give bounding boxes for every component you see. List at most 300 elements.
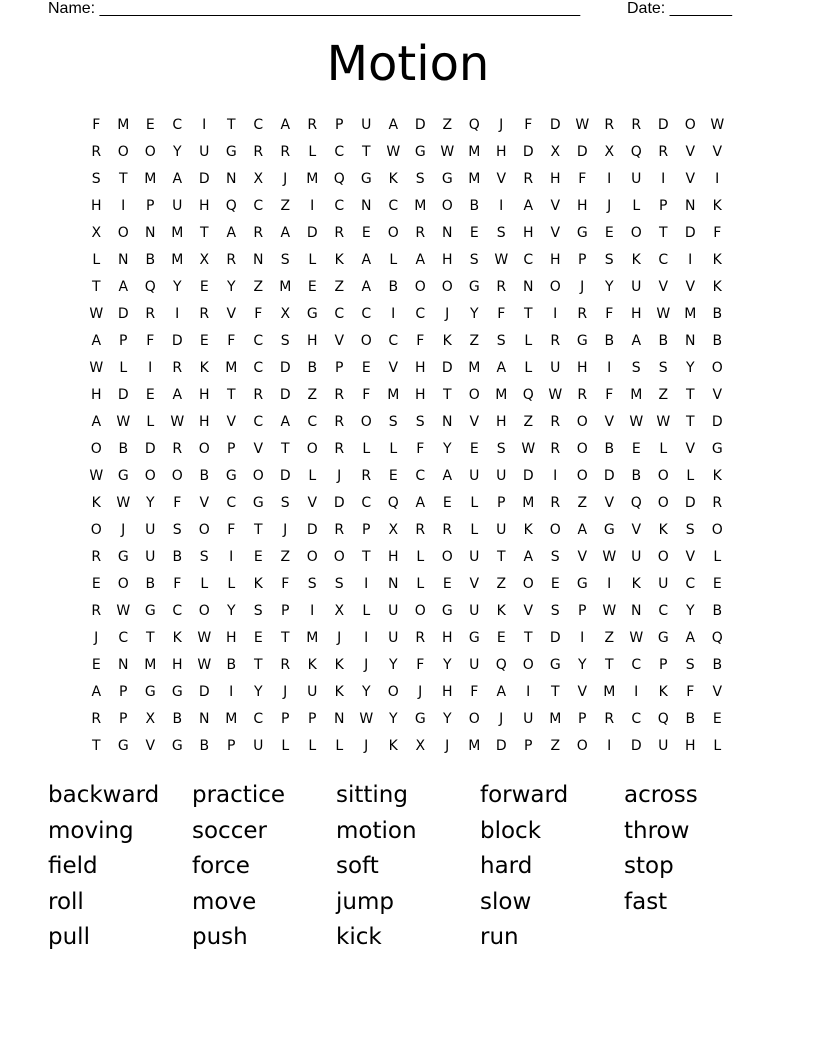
grid-letter: J [283, 683, 288, 700]
grid-letter: H [441, 683, 454, 700]
grid-letter: D [684, 224, 697, 241]
grid-letter: M [171, 224, 184, 241]
grid-letter: G [225, 467, 238, 484]
grid-letter: R [550, 332, 561, 349]
grid-letter: A [280, 116, 291, 133]
grid-letter: W [116, 602, 131, 619]
word-bank-item: jump [336, 888, 394, 915]
grid-letter: R [577, 386, 588, 403]
grid-letter: U [550, 359, 561, 376]
grid-letter: W [629, 413, 644, 430]
grid-letter: K [658, 683, 669, 700]
grid-letter: D [306, 224, 319, 241]
grid-letter: X [280, 305, 291, 322]
grid-letter: C [361, 494, 372, 511]
grid-letter: V [685, 440, 696, 457]
date-field-line: Date: _______ [627, 0, 732, 17]
grid-letter: G [468, 629, 481, 646]
grid-letter: S [469, 251, 480, 268]
grid-letter: H [495, 143, 508, 160]
grid-letter: V [469, 413, 480, 430]
grid-letter: P [281, 602, 290, 619]
grid-letter: K [442, 332, 453, 349]
word-bank-item: across [624, 782, 698, 808]
grid-letter: K [388, 170, 399, 187]
grid-letter: D [171, 332, 184, 349]
grid-letter: F [686, 683, 695, 700]
grid-letter: G [117, 467, 130, 484]
grid-letter: O [468, 386, 481, 403]
grid-letter: O [333, 548, 346, 565]
grid-letter: L [308, 467, 317, 484]
grid-letter: O [252, 467, 265, 484]
grid-letter: A [172, 386, 183, 403]
grid-letter: I [391, 305, 396, 322]
grid-letter: Q [522, 386, 535, 403]
grid-letter: O [117, 575, 130, 592]
grid-letter: M [414, 197, 427, 214]
grid-letter: R [91, 143, 102, 160]
grid-letter: O [90, 440, 103, 457]
grid-letter: M [144, 656, 157, 673]
grid-letter: K [712, 467, 723, 484]
grid-letter: P [119, 710, 128, 727]
grid-letter: X [388, 521, 399, 538]
grid-letter: I [607, 170, 612, 187]
grid-letter: O [441, 548, 454, 565]
grid-letter: H [549, 170, 562, 187]
grid-letter: F [362, 386, 371, 403]
grid-letter: W [548, 386, 563, 403]
grid-letter: H [225, 629, 238, 646]
grid-letter: C [172, 116, 183, 133]
grid-letter: W [89, 305, 104, 322]
grid-letter: V [199, 494, 210, 511]
grid-letter: E [631, 440, 642, 457]
grid-letter: A [388, 116, 399, 133]
grid-letter: C [658, 251, 669, 268]
grid-letter: D [198, 683, 211, 700]
grid-letter: V [604, 494, 615, 511]
grid-letter: S [496, 224, 507, 241]
word-bank-item: push [192, 924, 248, 950]
grid-letter: L [119, 359, 128, 376]
grid-letter: V [712, 386, 723, 403]
grid-letter: H [414, 359, 427, 376]
grid-letter: Q [468, 116, 481, 133]
grid-letter: L [227, 575, 236, 592]
grid-letter: Y [361, 683, 372, 700]
grid-letter: R [334, 224, 345, 241]
grid-letter: M [306, 170, 319, 187]
grid-letter: X [415, 737, 426, 754]
grid-letter: G [711, 440, 724, 457]
grid-letter: T [253, 521, 264, 538]
grid-letter: Y [388, 656, 399, 673]
word-bank-item: soccer [192, 817, 267, 844]
grid-letter: E [199, 278, 210, 295]
grid-letter: S [658, 359, 669, 376]
grid-letter: B [712, 602, 723, 619]
grid-letter: Y [604, 278, 615, 295]
grid-letter: L [308, 143, 317, 160]
grid-letter: F [524, 116, 533, 133]
grid-letter: N [253, 251, 264, 268]
grid-letter: T [604, 656, 615, 673]
grid-letter: D [576, 143, 589, 160]
grid-letter: Z [604, 629, 615, 646]
grid-letter: P [227, 737, 236, 754]
grid-letter: B [604, 440, 615, 457]
grid-letter: F [227, 521, 236, 538]
word-bank-item: move [192, 888, 257, 915]
grid-letter: R [658, 143, 669, 160]
grid-letter: M [387, 386, 400, 403]
grid-letter: G [171, 683, 184, 700]
grid-letter: U [469, 602, 480, 619]
grid-letter: N [523, 278, 534, 295]
grid-letter: X [91, 224, 102, 241]
grid-letter: F [416, 440, 425, 457]
grid-letter: T [685, 386, 696, 403]
grid-letter: S [496, 440, 507, 457]
grid-letter: B [145, 251, 156, 268]
grid-letter: W [575, 116, 590, 133]
grid-letter: O [144, 467, 157, 484]
grid-letter: H [684, 737, 697, 754]
grid-letter: R [577, 305, 588, 322]
grid-letter: I [229, 683, 234, 700]
grid-letter: C [388, 332, 399, 349]
grid-letter: K [712, 197, 723, 214]
grid-letter: B [712, 332, 723, 349]
grid-letter: J [337, 467, 342, 484]
grid-letter: U [388, 602, 399, 619]
grid-letter: K [496, 602, 507, 619]
grid-letter: W [89, 359, 104, 376]
grid-letter: J [445, 305, 450, 322]
grid-letter: C [307, 413, 318, 430]
grid-letter: I [661, 170, 666, 187]
grid-letter: C [631, 710, 642, 727]
grid-letter: U [469, 656, 480, 673]
grid-letter: C [253, 116, 264, 133]
grid-letter: M [468, 170, 481, 187]
word-bank-item: pull [48, 924, 90, 950]
grid-letter: D [333, 494, 346, 511]
grid-letter: Q [630, 143, 643, 160]
grid-letter: E [199, 332, 210, 349]
grid-letter: R [334, 386, 345, 403]
grid-letter: D [522, 143, 535, 160]
grid-letter: L [146, 413, 155, 430]
grid-letter: I [553, 467, 558, 484]
grid-letter: K [712, 251, 723, 268]
grid-letter: D [144, 440, 157, 457]
grid-letter: U [658, 737, 669, 754]
grid-letter: G [468, 278, 481, 295]
grid-letter: G [549, 656, 562, 673]
grid-letter: R [442, 521, 453, 538]
grid-letter: K [658, 521, 669, 538]
grid-letter: Y [469, 305, 480, 322]
grid-letter: W [656, 413, 671, 430]
grid-letter: L [416, 548, 425, 565]
grid-letter: K [712, 278, 723, 295]
grid-letter: O [711, 521, 724, 538]
grid-letter: L [524, 359, 533, 376]
grid-letter: V [604, 413, 615, 430]
grid-letter: R [550, 494, 561, 511]
grid-letter: V [631, 521, 642, 538]
grid-letter: T [145, 629, 156, 646]
grid-letter: S [307, 575, 318, 592]
grid-letter: L [92, 251, 101, 268]
grid-letter: O [657, 548, 670, 565]
grid-letter: Y [172, 278, 183, 295]
grid-letter: O [144, 143, 157, 160]
grid-letter: V [577, 548, 588, 565]
grid-letter: L [659, 440, 668, 457]
grid-letter: P [119, 683, 128, 700]
grid-letter: K [388, 737, 399, 754]
word-bank-item: soft [336, 853, 379, 879]
grid-letter: H [90, 197, 103, 214]
grid-letter: D [549, 629, 562, 646]
grid-letter: H [198, 386, 211, 403]
grid-letter: A [496, 683, 507, 700]
grid-letter: V [253, 440, 264, 457]
grid-letter: A [91, 332, 102, 349]
grid-letter: E [361, 359, 372, 376]
grid-letter: C [253, 332, 264, 349]
grid-letter: W [116, 494, 131, 511]
grid-letter: S [91, 170, 102, 187]
grid-letter: T [496, 548, 507, 565]
grid-letter: M [603, 683, 616, 700]
grid-letter: R [253, 224, 264, 241]
grid-letter: U [307, 683, 318, 700]
grid-letter: I [310, 602, 315, 619]
grid-letter: O [414, 278, 427, 295]
grid-letter: E [442, 575, 453, 592]
grid-letter: Y [685, 359, 696, 376]
grid-letter: G [441, 602, 454, 619]
grid-letter: Q [495, 656, 508, 673]
grid-letter: J [499, 116, 504, 133]
grid-letter: Z [307, 386, 318, 403]
grid-letter: F [173, 494, 182, 511]
grid-letter: R [361, 467, 372, 484]
grid-letter: Z [550, 737, 561, 754]
grid-letter: E [469, 440, 480, 457]
grid-letter: F [281, 575, 290, 592]
word-bank-item: sitting [336, 782, 408, 808]
grid-letter: N [685, 197, 696, 214]
grid-letter: K [631, 251, 642, 268]
grid-letter: I [607, 575, 612, 592]
grid-letter: A [631, 332, 642, 349]
grid-letter: O [576, 467, 589, 484]
grid-letter: D [414, 116, 427, 133]
grid-letter: C [658, 602, 669, 619]
grid-letter: J [499, 710, 504, 727]
grid-letter: D [522, 467, 535, 484]
word-bank-item: moving [48, 817, 134, 844]
grid-letter: M [279, 278, 292, 295]
grid-letter: B [604, 332, 615, 349]
word-bank-item: stop [624, 853, 674, 879]
grid-letter: D [198, 170, 211, 187]
grid-letter: G [360, 170, 373, 187]
grid-letter: T [685, 413, 696, 430]
grid-letter: A [361, 251, 372, 268]
grid-letter: K [199, 359, 210, 376]
grid-letter: N [388, 575, 399, 592]
grid-letter: H [441, 629, 454, 646]
grid-letter: T [253, 656, 264, 673]
grid-letter: V [226, 305, 237, 322]
grid-letter: J [607, 197, 612, 214]
grid-letter: D [495, 737, 508, 754]
grid-letter: S [685, 521, 696, 538]
grid-letter: D [279, 386, 292, 403]
grid-letter: F [416, 332, 425, 349]
grid-letter: P [497, 494, 506, 511]
grid-letter: O [684, 116, 697, 133]
grid-letter: Y [253, 683, 264, 700]
grid-letter: U [523, 710, 534, 727]
grid-letter: R [604, 710, 615, 727]
grid-letter: P [335, 116, 344, 133]
grid-letter: H [495, 413, 508, 430]
grid-letter: I [526, 683, 531, 700]
grid-letter: D [306, 521, 319, 538]
grid-letter: J [445, 737, 450, 754]
grid-letter: A [442, 467, 453, 484]
grid-letter: I [202, 116, 207, 133]
grid-letter: M [549, 710, 562, 727]
grid-letter: B [145, 575, 156, 592]
grid-letter: I [121, 197, 126, 214]
grid-letter: W [197, 656, 212, 673]
grid-letter: H [630, 305, 643, 322]
grid-letter: C [685, 575, 696, 592]
grid-letter: E [550, 575, 561, 592]
grid-letter: G [576, 332, 589, 349]
grid-letter: L [389, 440, 398, 457]
grid-letter: V [685, 548, 696, 565]
grid-letter: L [416, 575, 425, 592]
grid-letter: E [604, 224, 615, 241]
grid-letter: I [553, 305, 558, 322]
grid-letter: L [524, 332, 533, 349]
grid-letter: H [90, 386, 103, 403]
grid-letter: Q [711, 629, 724, 646]
grid-letter: I [634, 683, 639, 700]
grid-letter: T [118, 170, 129, 187]
grid-letter: R [172, 359, 183, 376]
grid-letter: R [712, 494, 723, 511]
grid-letter: L [335, 737, 344, 754]
grid-letter: R [199, 305, 210, 322]
grid-letter: T [199, 224, 210, 241]
grid-letter: F [713, 224, 722, 241]
grid-letter: M [144, 170, 157, 187]
grid-letter: E [253, 548, 264, 565]
grid-letter: O [171, 467, 184, 484]
grid-letter: S [685, 656, 696, 673]
grid-letter: R [631, 116, 642, 133]
grid-letter: V [577, 683, 588, 700]
grid-letter: S [550, 602, 561, 619]
grid-letter: U [631, 278, 642, 295]
grid-letter: S [604, 251, 615, 268]
grid-letter: O [198, 521, 211, 538]
grid-letter: G [441, 170, 454, 187]
grid-letter: E [712, 575, 723, 592]
grid-letter: B [307, 359, 318, 376]
grid-letter: B [199, 467, 210, 484]
grid-letter: B [658, 332, 669, 349]
grid-letter: V [226, 413, 237, 430]
grid-letter: A [91, 413, 102, 430]
grid-letter: Q [387, 494, 400, 511]
grid-letter: H [441, 251, 454, 268]
grid-letter: V [550, 197, 561, 214]
grid-letter: C [226, 494, 237, 511]
grid-letter: V [388, 359, 399, 376]
grid-letter: C [334, 143, 345, 160]
grid-letter: E [145, 116, 156, 133]
grid-letter: F [416, 656, 425, 673]
grid-letter: Q [144, 278, 157, 295]
grid-letter: F [605, 305, 614, 322]
grid-letter: A [226, 224, 237, 241]
grid-letter: Y [172, 143, 183, 160]
word-bank-item: force [192, 853, 250, 879]
grid-letter: V [685, 278, 696, 295]
grid-letter: W [629, 629, 644, 646]
grid-letter: G [252, 494, 265, 511]
grid-letter: V [550, 224, 561, 241]
word-bank-item: hard [480, 853, 533, 879]
grid-letter: F [605, 386, 614, 403]
grid-letter: C [253, 197, 264, 214]
grid-letter: I [310, 197, 315, 214]
grid-letter: O [711, 359, 724, 376]
grid-letter: X [550, 143, 561, 160]
grid-letter: M [225, 359, 238, 376]
grid-letter: L [470, 521, 479, 538]
grid-letter: H [576, 197, 589, 214]
grid-letter: C [415, 305, 426, 322]
grid-letter: G [117, 737, 130, 754]
grid-letter: C [172, 602, 183, 619]
grid-letter: S [388, 413, 399, 430]
grid-letter: I [229, 548, 234, 565]
grid-letter: I [148, 359, 153, 376]
grid-letter: P [578, 710, 587, 727]
grid-letter: R [415, 224, 426, 241]
grid-letter: D [117, 305, 130, 322]
grid-letter: T [280, 440, 291, 457]
grid-letter: R [253, 143, 264, 160]
grid-letter: Z [334, 278, 345, 295]
grid-letter: O [657, 467, 670, 484]
grid-letter: J [418, 683, 423, 700]
grid-letter: H [414, 386, 427, 403]
